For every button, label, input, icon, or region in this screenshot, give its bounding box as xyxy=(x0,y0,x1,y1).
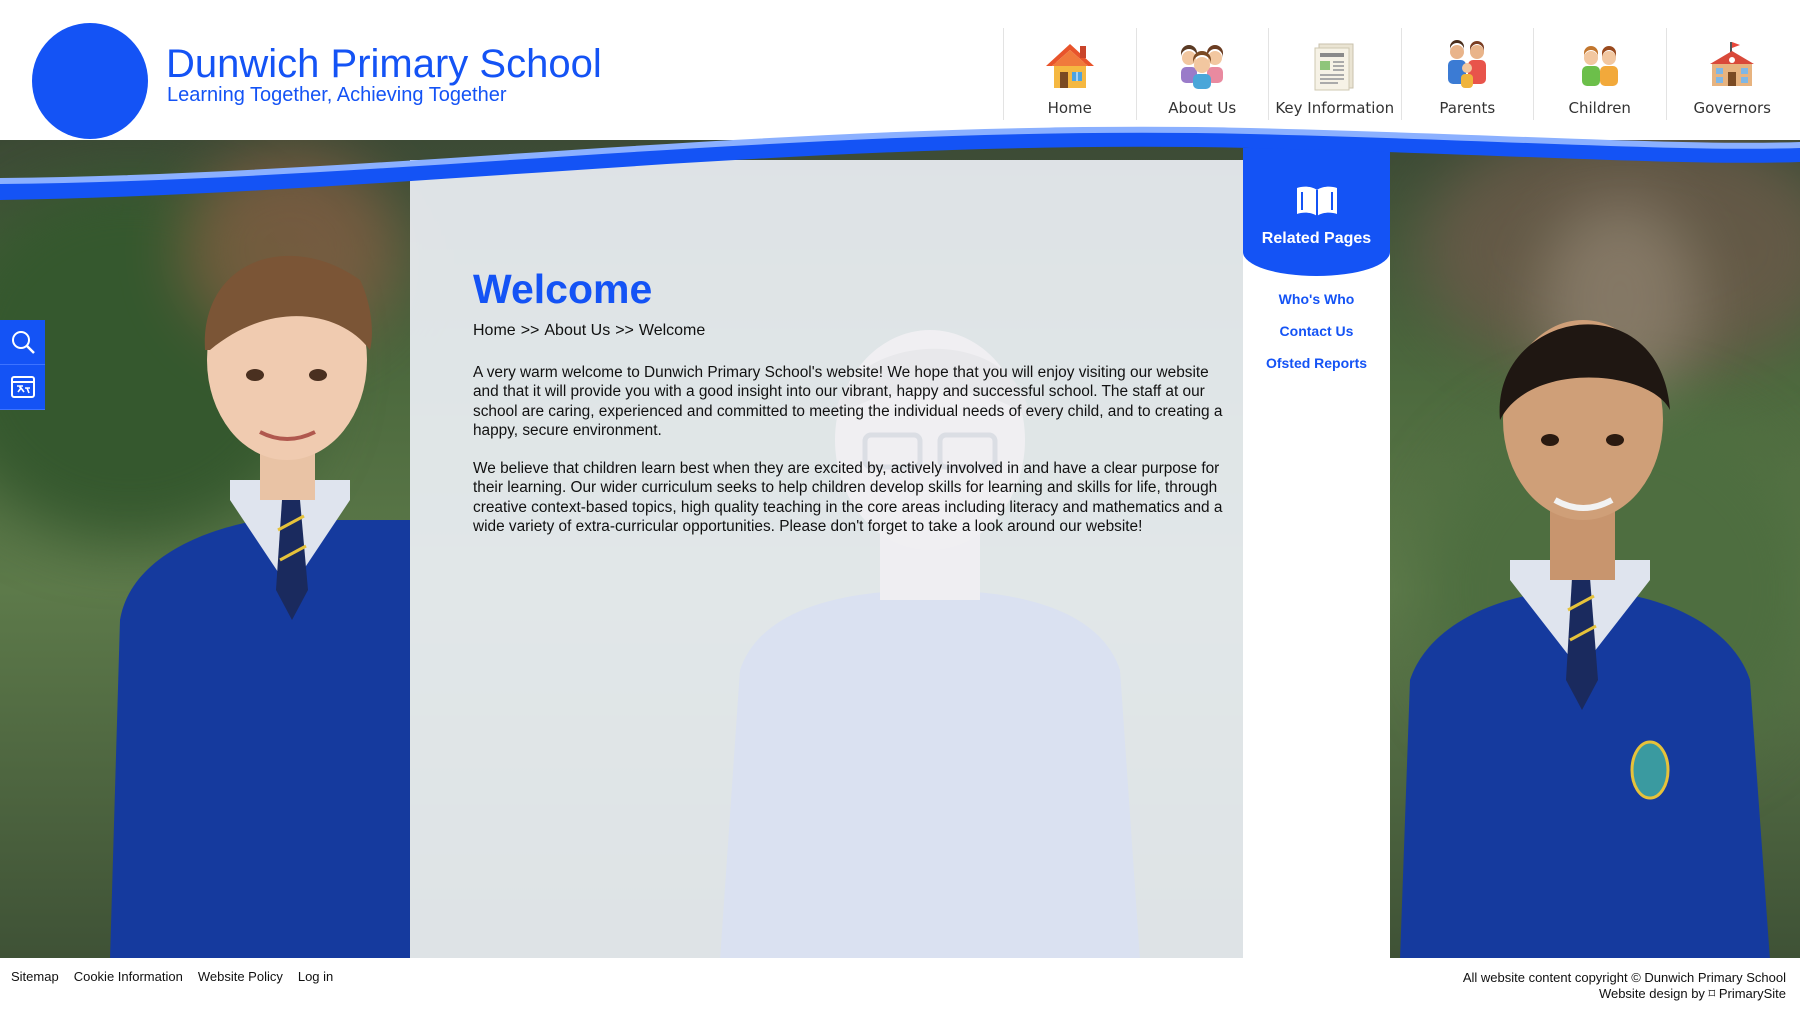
nav-label: Parents xyxy=(1439,99,1496,117)
footer-link-website-policy[interactable]: Website Policy xyxy=(197,969,283,984)
welcome-text xyxy=(473,363,1233,555)
design-credit-link[interactable]: Website design by ⌑ PrimarySite xyxy=(1598,986,1786,1001)
paragraph: We believe that children learn best when they are excited by, actively involved in and have a clear purpose for their learning. Our wider curriculum seeks to help children develop skills for learning and skills for life, through creative context-based topics, high quality teaching in the core areas including literacy and mathematics and a wide variety of extra-curricular opportunities. Please don't forget to take a look around our website! xyxy=(473,460,1223,536)
footer-link-sitemap[interactable]: Sitemap xyxy=(11,969,59,984)
nav-item-home[interactable] xyxy=(1003,28,1136,120)
pupil-photo-right xyxy=(1400,260,1780,958)
breadcrumb-about-us[interactable]: About Us xyxy=(544,322,611,339)
related-link-contact-us[interactable]: Contact Us xyxy=(1279,323,1354,339)
footer-links xyxy=(11,969,333,984)
related-pages-panel xyxy=(1243,148,1390,958)
breadcrumb xyxy=(473,322,705,340)
site-footer xyxy=(0,958,1800,1012)
related-links xyxy=(1243,290,1390,386)
footer-link-cookie-information[interactable]: Cookie Information xyxy=(73,969,183,984)
children-icon xyxy=(1570,38,1630,92)
page-title: Welcome xyxy=(473,266,653,312)
main-content xyxy=(410,160,1244,958)
house-icon xyxy=(1040,38,1100,92)
pupil-photo-left xyxy=(90,200,420,958)
nav-label: Home xyxy=(1047,99,1092,117)
copyright-text: All website content copyright © Dunwich Primary School xyxy=(1462,970,1786,985)
parents-icon xyxy=(1437,38,1497,92)
site-header xyxy=(0,0,1800,200)
nav-label: Governors xyxy=(1693,99,1771,117)
search-button[interactable] xyxy=(0,320,45,365)
breadcrumb-welcome[interactable]: Welcome xyxy=(638,322,706,339)
translate-icon xyxy=(10,374,36,400)
breadcrumb-home[interactable]: Home xyxy=(473,322,516,339)
nav-item-governors[interactable] xyxy=(1666,28,1799,120)
nav-label: Children xyxy=(1568,99,1631,117)
school-name[interactable]: Dunwich Primary School xyxy=(166,42,602,86)
nav-label: Key Information xyxy=(1275,99,1395,117)
paragraph: A very warm welcome to Dunwich Primary School's website! We hope that you will enjoy visiting our website and that it will provide you with a good insight into our vibrant, happy and successful school. The staff at our school are caring, experienced and committed to meeting the individual needs of every child, and to creating a happy, secure environment. xyxy=(473,364,1223,439)
translate-button[interactable] xyxy=(0,365,45,410)
search-icon xyxy=(10,329,36,355)
school-building-icon xyxy=(1702,38,1762,92)
breadcrumb-separator: >> xyxy=(615,322,634,339)
family-icon xyxy=(1172,38,1232,92)
school-motto: Learning Together, Achieving Together xyxy=(167,84,507,106)
nav-item-parents[interactable] xyxy=(1401,28,1534,120)
school-logo[interactable] xyxy=(32,23,148,139)
related-link-whos-who[interactable]: Who's Who xyxy=(1278,291,1355,307)
nav-item-about-us[interactable] xyxy=(1136,28,1269,120)
nav-item-key-information[interactable] xyxy=(1268,28,1401,120)
document-icon xyxy=(1305,38,1365,92)
side-toolbar xyxy=(0,320,45,410)
nav-label: About Us xyxy=(1168,99,1237,117)
breadcrumb-separator: >> xyxy=(520,322,540,339)
related-link-ofsted-reports[interactable]: Ofsted Reports xyxy=(1265,355,1368,371)
footer-credits xyxy=(1463,970,1786,1002)
footer-link-log-in[interactable]: Log in xyxy=(297,969,334,984)
nav-item-children[interactable] xyxy=(1533,28,1666,120)
related-pages-title: Related Pages xyxy=(1261,230,1372,247)
main-navigation xyxy=(1003,28,1798,120)
